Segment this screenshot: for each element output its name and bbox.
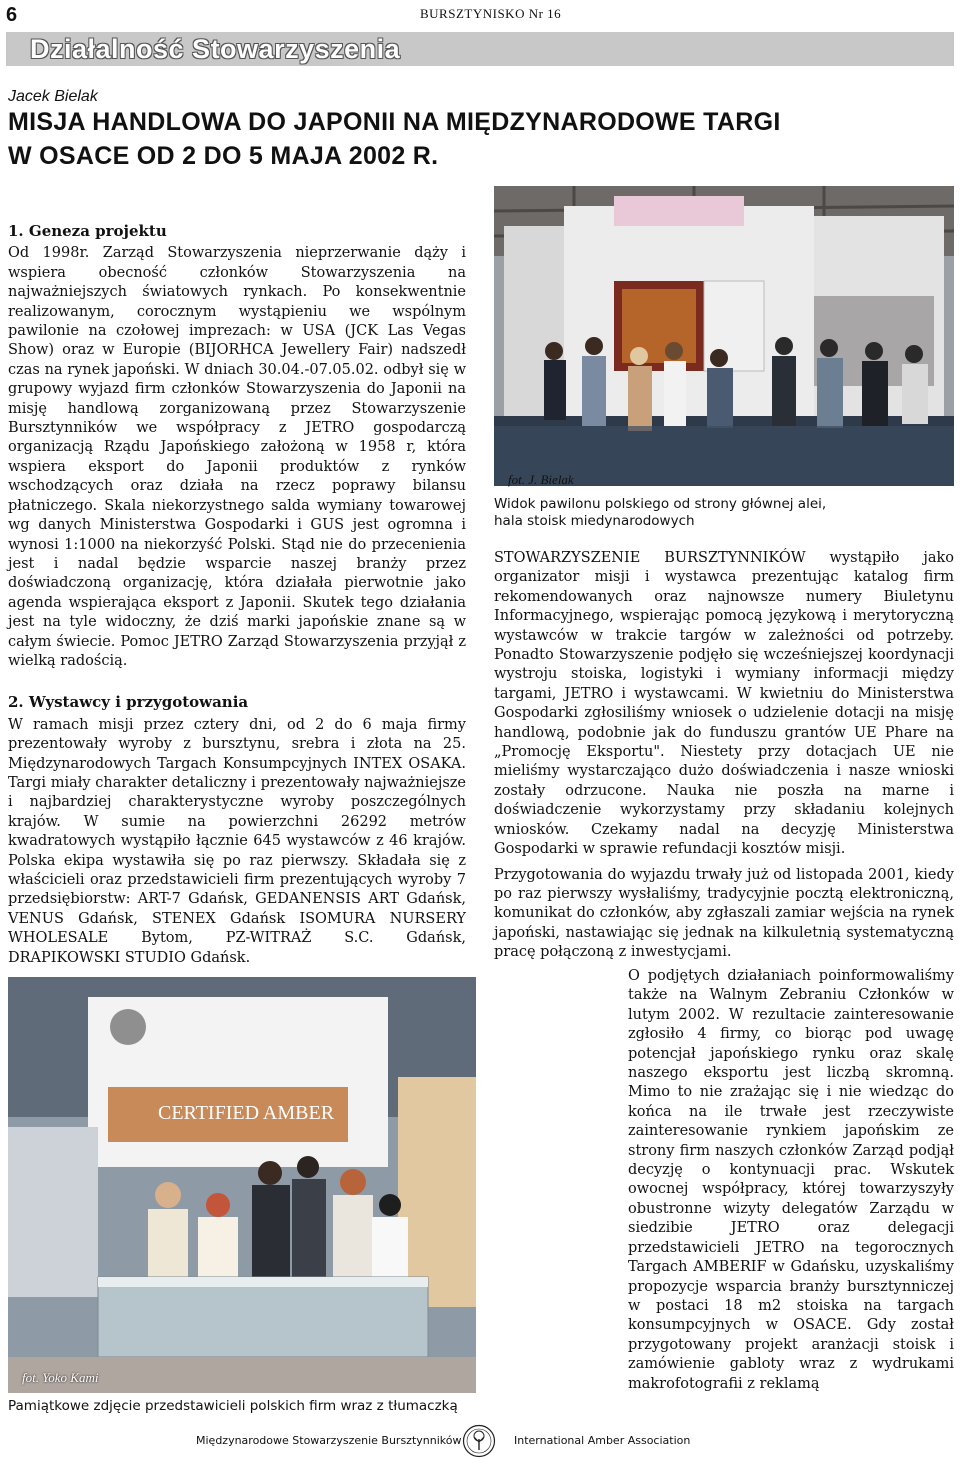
left-column — [8, 222, 466, 968]
article-author: Jacek Bielak — [8, 88, 98, 105]
right-paragraph-2: Przygotowania do wyjazdu trwały już od listopada 2001, kiedy po raz pierwszy wysłaliśmy, tradycyjnie pocztą elektroniczną, komunikat do członków, aby zgłaszali zamiar wejścia na rynek japoński, nastawiając się jednak na kilkuletnią systematyczną pracę połączoną z inwestycjami. — [494, 866, 954, 961]
right-column-wrapped — [628, 967, 954, 1394]
section-title: Działalność Stowarzyszenia — [30, 34, 401, 64]
group-photo — [8, 977, 476, 1393]
pavilion-caption-line1: Widok pawilonu polskiego od strony głównej alei, — [494, 496, 827, 512]
pavilion-photo-caption — [494, 496, 954, 530]
pavilion-caption-line2: hala stoisk miedynarodowych — [494, 513, 695, 529]
section2-heading: 2. Wystawcy i przygotowania — [8, 693, 249, 712]
section1-body: Od 1998r. Zarząd Stowarzyszenia nieprzerwanie dąży i wspiera obecność członków Stowarzyszenia na najważniejszych światowych rynkach. Po konsekwentnie realizowanym, corocznym wystąpieniu we wspólnym pawilonie na czołowej imprezach: w USA (JCK Las Vegas Show) oraz w Europie (BIJORHCA Jewellery Fair) nadszedł czas na rynek japoński. W dniach 30.04.-07.05.02. odbył się w grupowy wyjazd firm członków Stowarzyszenia do Japonii na misję handlową zorganizowaną przez Stowarzyszenie Bursztynników we współpracy z JETRO gospodarczą organizacją Rządu Japońskiego założoną w 1958 r, która wspiera eksport do Japonii produktów z rynków wschodzących oraz działa na rzecz poprawy bilansu płatniczego. Skala niekorzystnego salda wymiany towarowej wg danych Ministerstwa Gospodarki i GUS jest ogromna i wynosi 1:1000 na niekorzyść Polski. Stąd nie do przecenienia jest i nadal będzie wsparcie naszej branży przez doświadczoną organizację, która działała pierwotnie jako agenda wspierająca eksport z Japonii. Skutek tego działania jest na tyle widoczny, że dziś marki japońskie znane są w całym świecie. Pomoc JETRO Zarząd Stowarzyszenia przyjął z wielką radością. — [8, 245, 466, 669]
running-head: BURSZTYNISKO Nr 16 — [420, 6, 562, 21]
footer-association-english: International Amber Association — [514, 1434, 691, 1447]
page-number: 6 — [6, 4, 18, 26]
footer-association-polish: Międzynarodowe Stowarzyszenie Bursztynników — [196, 1434, 462, 1447]
pavilion-photo-image — [494, 186, 954, 486]
section1-heading: 1. Geneza projektu — [8, 222, 167, 240]
pavilion-photo-credit: fot. J. Bielak — [508, 472, 574, 487]
stand-banner-text: CERTIFIED AMBER — [158, 1102, 335, 1124]
article-headline-line2: W OSACE OD 2 DO 5 MAJA 2002 R. — [8, 142, 439, 170]
article-headline-line1: MISJA HANDLOWA DO JAPONII NA MIĘDZYNARODOWE TARGI — [8, 108, 781, 136]
amber-tree-emblem-icon — [462, 1424, 496, 1458]
section2-body: W ramach misji przez cztery dni, od 2 do 6 maja firmy prezentowały wyroby z bursztynu, srebra i złota na 25. Międzynarodowych Targach Konsumpcyjnych INTEX OSAKA. Targi miały charakter detaliczny i prezentowały najważniejsze i najbardziej charakterystyczne wyroby poszczególnych krajów. W sumie na powierzchni 26292 metrów kwadratowych wystąpiło łącznie 645 wystawców z 46 krajów. Polska ekipa wystawiła się po raz pierwszy. Składała się z właścicieli oraz przedstawicieli firm prezentujących wyroby 7 przedsiębiorstw: ART-7 Gdańsk, GEDANENSIS ART Gdańsk, VENUS Gdańsk, STENEX Gdańsk ISOMURA NURSERY WHOLESALE Bytom, PZ-WITRAŻ S.C. Gdańsk, DRAPIKOWSKI STUDIO Gdańsk. — [8, 716, 466, 966]
group-photo-caption: Pamiątkowe zdjęcie przedstawicieli polskich firm wraz z tłumaczką — [8, 1398, 458, 1414]
right-column — [494, 549, 954, 963]
group-photo-image — [8, 977, 476, 1393]
right-paragraph-1: STOWARZYSZENIE BURSZTYNNIKÓW wystąpiło jako organizator misji i wystawca prezentując katalog firm rekomendowanych oraz najnowsze numery Biuletynu Informacyjnego, wspierając pomocą językową i merytoryczną wystawców w trakcie targów w zależności od potrzeby. Ponadto Stowarzyszenie podjęło się wcześniejszej koordynacji wystroju stoiska, logistyki i wymiany informacji między targami, JETRO i wystawcami. W kwietniu do Ministerstwa Gospodarki zgłosiliśmy wniosek o udzielenie dotacji na misję handlową, podobnie jak do funduszu grantów UE Phare na „Promocję Eksportu". Niestety przy dotacjach UE nie mieliśmy wystarczająco dużo doświadczenia i nasze wnioski zostały odrzucone. Nauka nie poszła na marne i doświadczenie wykorzystamy przy składaniu kolejnych wniosków. Czekamy nadal na decyzję Ministerstwa Gospodarki w sprawie refundacji kosztów misji. — [494, 550, 954, 858]
right-paragraph-3: O podjętych działaniach poinformowaliśmy także na Walnym Zebraniu Członków w lutym 2002. W rezultacie zainteresowanie zgłosiło 4 firmy, co biorąc pod uwagę potencjał japońskiego rynku oraz skalę naszego eksportu jest liczbą skromną. Mimo to nie zrażając się i nie wiedząc do końca na ile trwałe jest rzeczywiste zainteresowanie rynkiem japońskim ze strony firm naszych członków Zarząd podjął decyzję o kontynuacji prac. Wskutek owocnej współpracy, której towarzyszyły obustronne wizyty delegatów Zarządu w siedzibie JETRO oraz delegacji przedstawicieli JETRO na tegorocznych Targach AMBERIF w Gdańsku, uzyskaliśmy propozycje wsparcia branży bursztynniczej w postaci 18 m2 stoiska na targach konsumpcyjnych w OSACE. Gdy został przygotowany projekt aranżacji stoisk i zamówienie gabloty wraz z wydrukami makrofotografii z reklamą — [628, 968, 954, 1392]
pavilion-photo — [494, 186, 954, 486]
group-photo-credit: fot. Yoko Kami — [22, 1370, 99, 1385]
